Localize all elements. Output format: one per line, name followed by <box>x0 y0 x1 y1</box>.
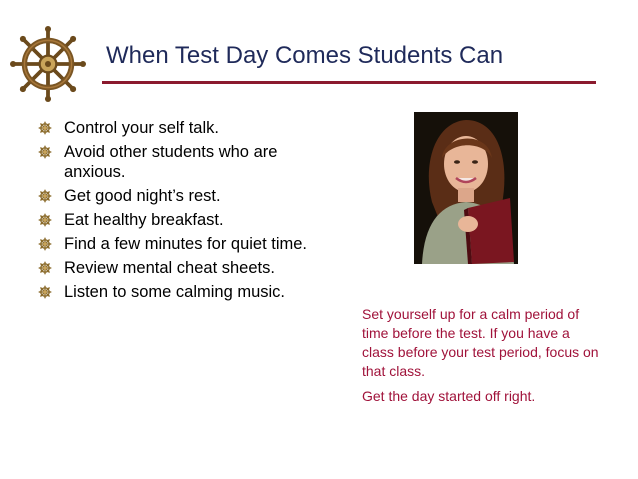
bullet-text: Eat healthy breakfast. <box>64 211 224 229</box>
mini-ship-wheel-icon <box>38 145 52 159</box>
bullet-text: Get good night’s rest. <box>64 187 221 205</box>
bullet-text: Review mental cheat sheets. <box>64 259 275 277</box>
mini-ship-wheel-icon <box>38 121 52 135</box>
bullet-item <box>38 186 323 206</box>
bullet-text: Find a few minutes for quiet time. <box>64 235 308 253</box>
mini-ship-wheel-icon <box>38 189 52 203</box>
bullet-item <box>38 282 323 302</box>
bullet-text: Listen to some calming music. <box>64 283 286 301</box>
note-paragraph: Get the day started off right. <box>362 388 536 404</box>
mini-ship-wheel-icon <box>38 261 52 275</box>
bullet-list <box>38 118 323 306</box>
bullet-item <box>38 142 323 182</box>
bullet-item <box>38 258 323 278</box>
bullet-item <box>38 118 323 138</box>
side-note <box>362 305 602 412</box>
bullet-item <box>38 210 323 230</box>
note-paragraph: Set yourself up for a calm period of time before the test. If you have a class before your test period, focus on that class. <box>362 306 599 379</box>
student-holding-book-photo <box>414 112 518 264</box>
bullet-text: Control your self talk. <box>64 119 219 137</box>
ship-wheel-icon <box>10 26 86 102</box>
slide-title: When Test Day Comes Students Can <box>106 42 504 69</box>
mini-ship-wheel-icon <box>38 237 52 251</box>
bullet-text: Avoid other students who are anxious. <box>64 143 278 181</box>
mini-ship-wheel-icon <box>38 213 52 227</box>
title-divider <box>102 81 596 84</box>
mini-ship-wheel-icon <box>38 285 52 299</box>
bullet-item <box>38 234 323 254</box>
